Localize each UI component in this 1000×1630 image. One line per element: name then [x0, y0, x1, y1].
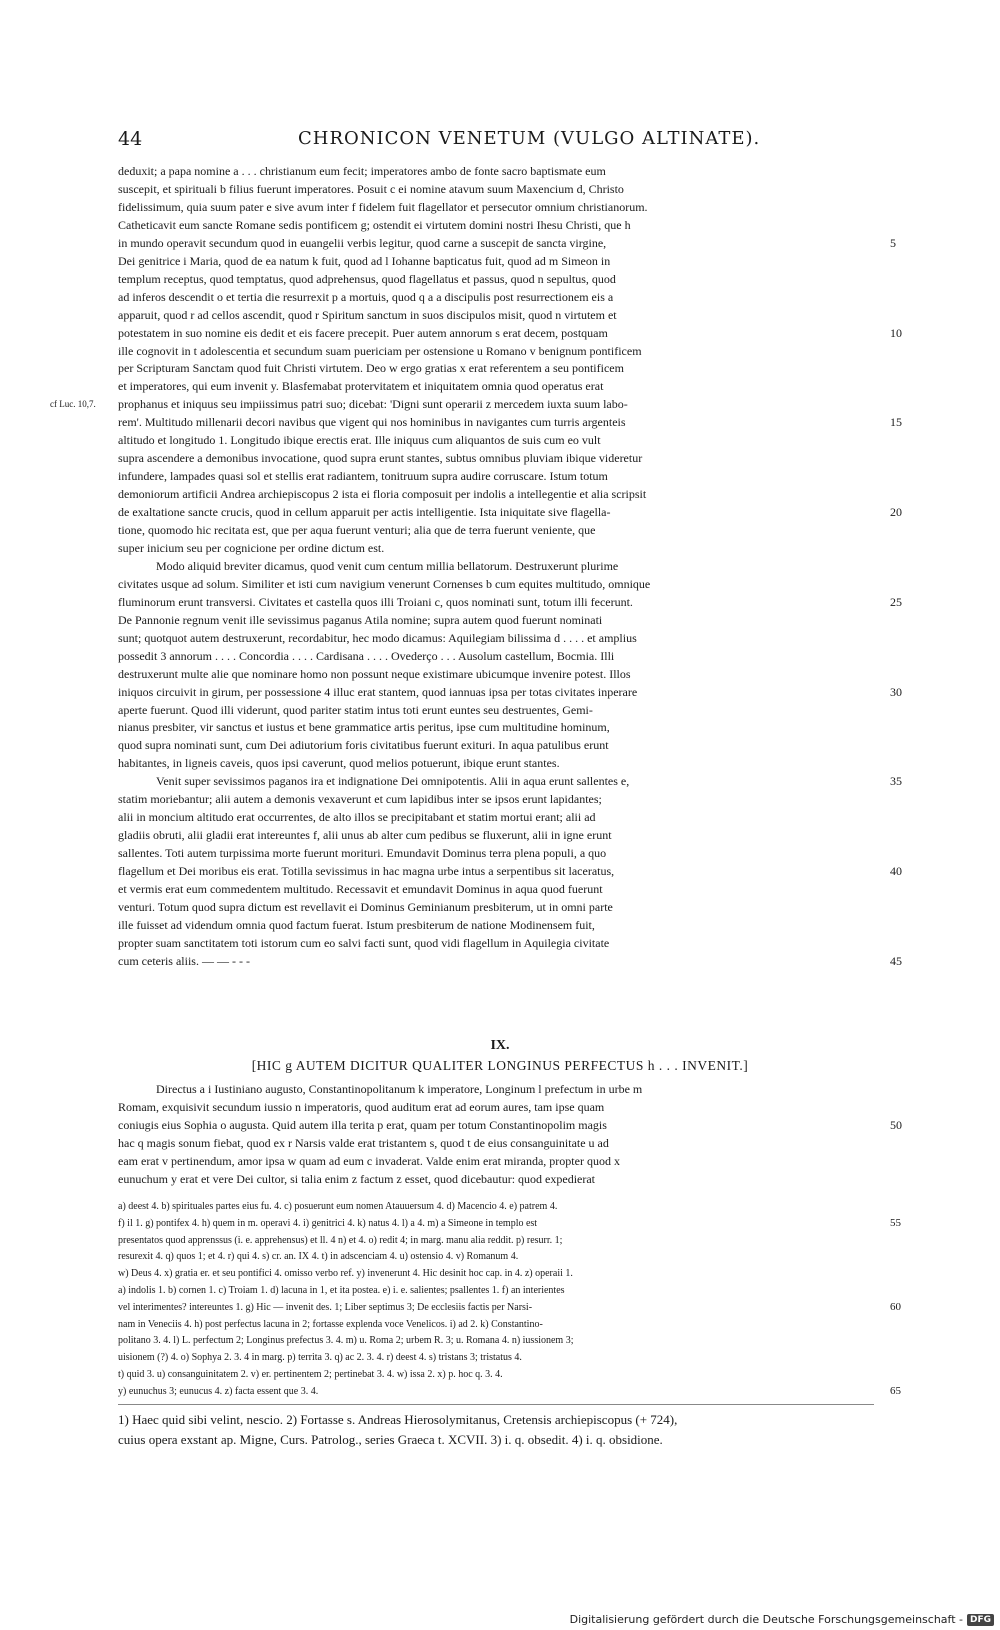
- text-line: deduxit; a papa nomine a . . . christianum eum fecit; imperatores ambo de fonte sacro baptismate eum: [118, 164, 606, 178]
- text-line: propter suam sanctitatem toti istorum cum eo salvi facti sunt, quod vidi flagellum in Aquilegia civitate: [118, 935, 610, 950]
- text-line: rem'. Multitudo millenarii decori navibus que vigent qui nos hominibus in navigantes cum turris argenteis: [118, 415, 626, 430]
- text-line: Dei genitrice i Maria, quod de ea natum k fuit, quod ad l Iohanne bapticatus fuit, quod ad m Simeon in: [118, 253, 611, 268]
- text-line: coniugis eius Sophia o augusta. Quid autem illa terita p erat, quam per totum Constantinopolim magis: [118, 1117, 607, 1132]
- text-line: Directus a i Iustiniano augusto, Constantinopolitanum k imperatore, Longinum l prefectum in urbe m: [156, 1082, 643, 1096]
- text-line: sallentes. Toti autem turpissima morte fuerunt morituri. Emundavit Dominus terra plena populi, a quo: [118, 846, 607, 861]
- apparatus-line: politano 3. 4. l) L. perfectum 2; Longinus prefectus 3. 4. m) u. Roma 2; urbem R. 3; u. Romana 4. n) iussionem 3;: [118, 1335, 574, 1347]
- text-line: gladiis obruti, alii gladii erat intereuntes f, alii unus ab alter cum pedibus se fluxerunt, alii in igne erunt: [118, 828, 612, 843]
- text-line: tione, quomodo hic recitata est, que per aqua fuerunt venturi; alia que de terra fuerunt veniente, que: [118, 523, 596, 537]
- line-number: 15: [890, 415, 902, 430]
- line-number: 40: [890, 864, 902, 879]
- text-line: De Pannonie regnum venit ille sevissimus paganus Atila nomine; supra autem quod fuerunt nominati: [118, 612, 603, 627]
- apparatus-line: uisionem (?) 4. o) Sophya 2. 3. 4 in marg. p) territa 3. q) ac 2. 3. 4. r) deest 4. s) tristans 3; tristatus 4.: [118, 1352, 522, 1364]
- chapter-number: IX.: [490, 1038, 510, 1053]
- text-line: et imperatores, qui eum invenit y. Blasfemabat protervitatem et iniquitatem omnia quod operatus erat: [118, 379, 604, 394]
- line-number: 45: [890, 953, 902, 968]
- digitization-credit: [570, 1613, 994, 1626]
- margin-note: cf Luc. 10,7.: [50, 399, 96, 410]
- page-number: 44: [118, 128, 143, 150]
- text-line: fidelissimum, quia suum pater e sive avum inter f fidelem fuit flagellator et persecutor omnium christianorum.: [118, 199, 648, 214]
- chapter-title: [HIC g AUTEM DICITUR QUALITER LONGINUS PERFECTUS h . . . INVENIT.]: [251, 1058, 749, 1073]
- text-line: fluminorum erunt transversi. Civitates et castella quos illi Troiani c, quos nominati sunt, totum illi fecerunt.: [118, 594, 633, 609]
- text-line: iniquos circuivit in girum, per possessione 4 illuc erat stantem, quod iannuas ipsa per totas civitates inperare: [118, 684, 638, 699]
- text-line: alii in moncium altitudo erat occurrentes, de alto illos se precipitabant et statim mortui erant; alii ad: [118, 810, 596, 825]
- line-number: 55: [890, 1216, 901, 1229]
- line-number: 10: [890, 325, 902, 340]
- apparatus-line: f) il 1. g) pontifex 4. h) quem in m. operavi 4. i) genitrici 4. k) natus 4. l) a 4. m) a Simeone in templo est: [118, 1217, 538, 1229]
- text-line: Venit super sevissimos paganos ira et indignatione Dei omnipotentis. Alii in aqua erunt sallentes e,: [156, 774, 630, 789]
- line-number: 5: [890, 235, 896, 250]
- text-line: infundere, lampades quasi sol et stellis erat radiantem, tonitruum supra audire corruscare. Istum totum: [118, 469, 608, 484]
- text-line: suscepit, et spirituali b filius fuerunt imperatores. Posuit c ei nomine atavum suum Maxencium d, Christo: [118, 181, 624, 196]
- apparatus-line: w) Deus 4. x) gratia er. et seu pontifici 4. omisso verbo ref. y) invenerunt 4. Hic desinit hoc cap. in 4. z) operaii 1.: [118, 1268, 573, 1280]
- apparatus-line: y) eunuchus 3; eunucus 4. z) facta essent que 3. 4.: [118, 1385, 319, 1397]
- apparatus-line: resurexit 4. q) quos 1; et 4. r) qui 4. s) cr. an. IX 4. t) in adscenciam 4. u) ostensio 4. v) Romanum 4.: [118, 1251, 519, 1263]
- text-line: ille cognovit in t adolescentia et secundum suam puericiam per ostensione u Romano v benignum pontificem: [118, 343, 642, 358]
- text-line: Modo aliquid breviter dicamus, quod venit cum centum millia bellatorum. Destruxerunt plurime: [156, 558, 619, 573]
- text-line: potestatem in suo nomine eis dedit et eis facere precepit. Puer autem annorum s erat decem, postquam: [118, 325, 608, 340]
- text-line: Romam, exquisivit secundum iussio n imperatoris, quod auditum erat ad eorum aures, tam ipse quam: [118, 1099, 605, 1114]
- footnote-rule: [118, 1404, 874, 1405]
- apparatus-line: a) indolis 1. b) cornen 1. c) Troiam 1. d) lacuna in 1, et ita postea. e) i. e. salientes; psallentes 1. f) an interientes: [118, 1285, 565, 1296]
- text-line: ad inferos descendit o et tertia die resurrexit p a mortuis, quod q a a discipulis post resurrectionem eis a: [118, 289, 614, 304]
- text-line: demoniorum artificii Andrea archiepiscopus 2 ista ei floria composuit per indolis a intellegentie et alia scripsit: [118, 487, 647, 502]
- page-header: [118, 128, 888, 156]
- text-line: aperte fuerunt. Quod illi viderunt, quod pariter statim intus toti erunt euntes seu destruentes, Gemi-: [118, 702, 593, 717]
- text-line: supra ascendere a demonibus invocatione, quod supra erunt stantes, subtus omnibus pluviam ibique videretur: [118, 451, 643, 466]
- credit-text: Digitalisierung gefördert durch die Deutsche Forschungsgemeinschaft -: [569, 1613, 963, 1626]
- text-line: possedit 3 annorum . . . . Concordia . . . . Cardisana . . . . Ovederço . . . Ausolum castellum, Bocmia. Illi: [118, 648, 615, 663]
- text-line: prophanus et iniquus seu impiissimus patri suo; dicebat: 'Digni sunt operarii z mercedem iuxta suum labo-: [118, 397, 628, 412]
- text-line: statim moriebantur; alii autem a demonis vexaverunt et cum lapidibus inter se ipsos erunt lapidantes;: [118, 792, 602, 807]
- line-number: 25: [890, 594, 902, 609]
- text-line: in mundo operavit secundum quod in euangelii verbis legitur, quod carne a suscepit de sancta virgine,: [118, 235, 607, 250]
- text-line: cum ceteris aliis. — — - - -: [118, 953, 250, 968]
- line-number: 30: [890, 684, 902, 699]
- text-line: habitantes, in ligneis caveis, quos ipsi caverunt, quod melios potuerunt, ibique erunt stantes.: [118, 756, 560, 771]
- text-line: eam erat v pertinendum, amor ipsa w quam ad eum c invaderat. Valde enim erat miranda, propter quod x: [118, 1153, 620, 1168]
- line-number: 50: [890, 1117, 902, 1132]
- apparatus-line: presentatos quod apprenssus (i. e. apprehensus) et ll. 4 n) et 4. o) redit 4; in marg. manu alia reddit. p) resurr. 1;: [118, 1234, 563, 1246]
- apparatus-line: a) deest 4. b) spirituales partes eius fu. 4. c) posuerunt eum nomen Atauuersum 4. d) Macencio 4. e) patrem 4.: [118, 1201, 558, 1212]
- line-number: 20: [890, 505, 902, 520]
- footnote-line: 1) Haec quid sibi velint, nescio. 2) Fortasse s. Andreas Hierosolymitanus, Cretensis archiepiscopus (+ 724),: [118, 1412, 678, 1427]
- text-line: de exaltatione sancte crucis, quod in cellum apparuit per actis intelligentie. Ista iniquitate sive flagella-: [118, 505, 611, 520]
- text-line: altitudo et longitudo 1. Longitudo ibique erectis erat. Ille iniquus cum aliquantos de suis cum eo vult: [118, 433, 601, 448]
- text-line: super inicium seu per cognicione per ordine dictum est.: [118, 540, 385, 555]
- text-line: venturi. Totum quod supra dictum est revellavit ei Dominus Geminianum presbiterum, ut in omni parte: [118, 899, 613, 914]
- apparatus-line: t) quid 3. u) consanguinitatem 2. v) er. pertinentem 2; pertinebat 3. 4. w) issa 2. x) p. hoc q. 3. 4.: [118, 1369, 503, 1380]
- text-line: sunt; quotquot autem destruxerunt, recordabitur, hec modo dicamus: Aquilegiam bilissima d . . . . et amplius: [118, 630, 637, 645]
- line-number: 60: [890, 1300, 901, 1313]
- text-line: per Scripturam Sanctam quod fuit Christi virtutem. Deo w ergo gratias x erat referentem a seu pontificem: [118, 361, 624, 376]
- text-line: apparuit, quod r ad cellos ascendit, quod r Spiritum sanctum in suos discipulos misit, quod n virtutem et: [118, 307, 617, 322]
- text-line: Catheticavit eum sancte Romane sedis pontificem g; ostendit ei virtutem domini nostri Ihesu Christi, que h: [118, 217, 631, 232]
- text-line: hac q magis sonum fiebat, quod ex r Narsis valde erat tristantem s, quod t de eius consanguinitate u ad: [118, 1135, 609, 1150]
- text-line: eunuchum y erat et vere Dei cultor, si talia enim z factum z esset, quod dicebautur: quod expedierat: [118, 1171, 596, 1186]
- dfg-logo: DFG: [967, 1614, 994, 1626]
- apparatus-line: vel interimentes? intereuntes 1. g) Hic — invenit des. 1; Liber septimus 3; De ecclesiis factis per Narsi-: [118, 1301, 533, 1313]
- text-line: et vermis erat eum commedentem multitudo. Recessavit et emundavit Dominus in aqua quod fuerunt: [118, 882, 603, 896]
- text-line: quod supra nominati sunt, cum Dei adiutorium foris civitatibus fuerunt exituri. In aqua patulibus erunt: [118, 738, 609, 753]
- apparatus-line: nam in Veneciis 4. h) post perfectus lacuna in 2; fortasse explenda voce Venelicos. i) ad 2. k) Constantino-: [118, 1318, 543, 1330]
- running-title: CHRONICON VENETUM (VULGO ALTINATE).: [298, 128, 761, 149]
- line-number: 35: [890, 774, 902, 789]
- text-line: ille fuisset ad videndum omnia quod factum fuerat. Istum presbiterum de natione Modinensem fuit,: [118, 917, 595, 932]
- footnote-line: cuius opera exstant ap. Migne, Curs. Patrolog., series Graeca t. XCVII. 3) i. q. obsedit. 4) i. q. obsidione.: [118, 1432, 663, 1447]
- line-number: 65: [890, 1384, 901, 1397]
- text-line: nianus presbiter, vir sanctus et iustus et bene grammatice artis peritus, ipse cum multitudine hominum,: [118, 720, 610, 735]
- text-line: civitates usque ad solum. Similiter et isti cum navigium venerunt Cornenses b cum equites multitudo, omnique: [118, 576, 651, 591]
- text-line: destruxerunt multe alie que nominare homo non possunt neque existimare ubicumque invenire potest. Illos: [118, 666, 631, 681]
- text-line: templum receptus, quod temptatus, quod adprehensus, quod flagellatus et passus, quod n sepultus, quod: [118, 271, 616, 286]
- text-line: flagellum et Dei moribus eis erat. Totilla sevissimus in hac magna urbe intus a serpentibus sit laceratus,: [118, 864, 615, 879]
